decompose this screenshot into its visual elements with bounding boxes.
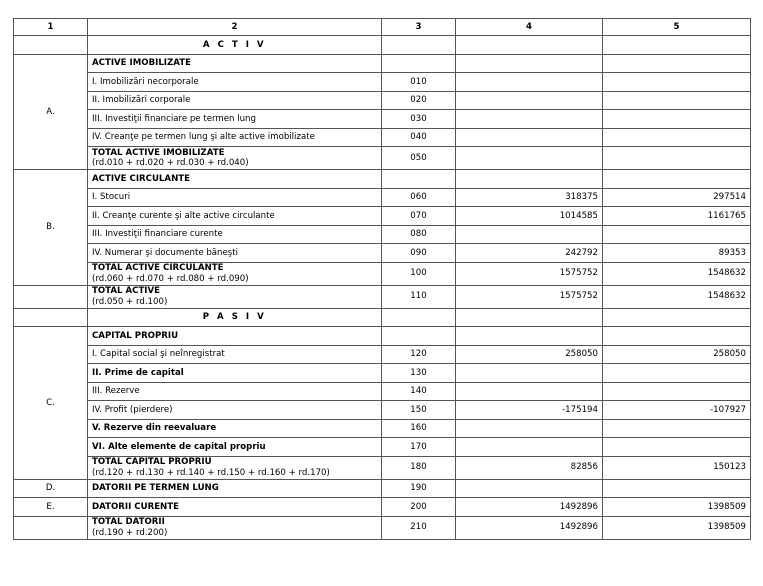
row-code: 070	[382, 207, 456, 226]
table-row	[14, 401, 751, 420]
total-row	[14, 262, 751, 285]
group-label-c: C.	[14, 327, 88, 480]
row-code: 060	[382, 188, 456, 207]
row-code: 210	[382, 516, 456, 539]
total-formula: (rd.060 + rd.070 + rd.080 + rd.090)	[92, 273, 249, 284]
value-col4	[456, 382, 603, 401]
column-header: 3	[382, 19, 456, 36]
row-label: I. Imobilizări necorporale	[88, 73, 382, 92]
value-col5	[603, 110, 751, 129]
table-row	[14, 128, 751, 147]
value-col4: 1014585	[456, 207, 603, 226]
group-label-e: E.	[14, 498, 88, 517]
row-label: III. Investiţii financiare pe termen lung	[88, 110, 382, 129]
column-header: 2	[88, 19, 382, 36]
value-col5: 1161765	[603, 207, 751, 226]
value-col4	[456, 225, 603, 244]
total-row	[14, 147, 751, 170]
table-row	[14, 419, 751, 438]
row-code: 200	[382, 498, 456, 517]
table-row	[14, 91, 751, 110]
row-label: II. Prime de capital	[88, 364, 382, 383]
value-col4	[456, 419, 603, 438]
value-col5	[603, 147, 751, 170]
value-col5: 89353	[603, 244, 751, 263]
value-col5	[603, 73, 751, 92]
row-label: VI. Alte elemente de capital propriu	[88, 438, 382, 457]
balance-sheet-table	[13, 18, 751, 540]
value-col4: 318375	[456, 188, 603, 207]
row-code: 140	[382, 382, 456, 401]
column-header-row	[14, 19, 751, 36]
row-label: IV. Profit (pierdere)	[88, 401, 382, 420]
value-col5	[603, 479, 751, 498]
section-title-activ: A C T I V	[88, 36, 382, 55]
value-col4: 1575752	[456, 262, 603, 285]
row-code: 010	[382, 73, 456, 92]
value-col4: 1492896	[456, 516, 603, 539]
row-code: 080	[382, 225, 456, 244]
value-col5: 258050	[603, 345, 751, 364]
row-label: II. Creanţe curente şi alte active circulante	[88, 207, 382, 226]
table-row	[14, 345, 751, 364]
value-col5	[603, 225, 751, 244]
value-col5: 297514	[603, 188, 751, 207]
table-row	[14, 327, 751, 346]
value-col5: -107927	[603, 401, 751, 420]
total-row	[14, 285, 751, 308]
value-col4	[456, 91, 603, 110]
value-col5	[603, 382, 751, 401]
value-col4	[456, 479, 603, 498]
value-col4	[456, 438, 603, 457]
row-code: 020	[382, 91, 456, 110]
value-col4: -175194	[456, 401, 603, 420]
table-row	[14, 382, 751, 401]
table-row	[14, 364, 751, 383]
total-formula: (rd.190 + rd.200)	[92, 527, 168, 538]
table-row	[14, 479, 751, 498]
table-row	[14, 498, 751, 517]
value-col5: 150123	[603, 456, 751, 479]
value-col4	[456, 147, 603, 170]
row-code: 130	[382, 364, 456, 383]
value-col5	[603, 364, 751, 383]
total-label: TOTAL ACTIVE	[92, 286, 161, 297]
value-col4: 82856	[456, 456, 603, 479]
group-label-b: B.	[14, 170, 88, 286]
balance-sheet	[13, 18, 751, 540]
table-row	[14, 73, 751, 92]
total-formula: (rd.010 + rd.020 + rd.030 + rd.040)	[92, 158, 249, 168]
value-col5: 1548632	[603, 262, 751, 285]
row-code: 180	[382, 456, 456, 479]
value-col5: 1398509	[603, 498, 751, 517]
column-header: 4	[456, 19, 603, 36]
total-label: TOTAL DATORII	[92, 517, 165, 528]
total-row	[14, 516, 751, 539]
section-title-pasiv: P A S I V	[88, 308, 382, 327]
row-label: IV. Creanţe pe termen lung şi alte active imobilizate	[88, 128, 382, 147]
row-label: DATORII CURENTE	[88, 498, 382, 517]
row-code: 040	[382, 128, 456, 147]
section-row-pasiv	[14, 308, 751, 327]
table-row	[14, 110, 751, 129]
table-row	[14, 438, 751, 457]
value-col5: 1548632	[603, 285, 751, 308]
row-code: 090	[382, 244, 456, 263]
value-col4: 1492896	[456, 498, 603, 517]
column-header: 1	[14, 19, 88, 36]
row-code: 110	[382, 285, 456, 308]
row-label: I. Stocuri	[88, 188, 382, 207]
value-col4: 1575752	[456, 285, 603, 308]
column-header: 5	[603, 19, 751, 36]
value-col4: 242792	[456, 244, 603, 263]
table-row	[14, 170, 751, 189]
total-label: TOTAL CAPITAL PROPRIU	[92, 457, 212, 468]
value-col4	[456, 110, 603, 129]
row-code: 170	[382, 438, 456, 457]
value-col4	[456, 73, 603, 92]
table-row	[14, 244, 751, 263]
total-row	[14, 456, 751, 479]
row-label: IV. Numerar şi documente băneşti	[88, 244, 382, 263]
value-col4	[456, 364, 603, 383]
row-code: 160	[382, 419, 456, 438]
row-label: III. Investiţii financiare curente	[88, 225, 382, 244]
row-code: 190	[382, 479, 456, 498]
table-row	[14, 207, 751, 226]
table-row	[14, 54, 751, 73]
row-code: 050	[382, 147, 456, 170]
value-col5	[603, 128, 751, 147]
row-label: I. Capital social şi neînregistrat	[88, 345, 382, 364]
value-col5: 1398509	[603, 516, 751, 539]
section-row-activ	[14, 36, 751, 55]
value-col5	[603, 419, 751, 438]
total-label: TOTAL ACTIVE CIRCULANTE	[92, 263, 224, 274]
total-formula: (rd.050 + rd.100)	[92, 296, 168, 307]
value-col4	[456, 128, 603, 147]
value-col4: 258050	[456, 345, 603, 364]
row-label: V. Rezerve din reevaluare	[88, 419, 382, 438]
row-code: 030	[382, 110, 456, 129]
row-code: 150	[382, 401, 456, 420]
total-label: TOTAL ACTIVE IMOBILIZATE	[92, 147, 225, 158]
group-title: CAPITAL PROPRIU	[88, 327, 382, 346]
row-label: III. Rezerve	[88, 382, 382, 401]
value-col5	[603, 438, 751, 457]
group-title: ACTIVE IMOBILIZATE	[88, 54, 382, 73]
group-label-a: A.	[14, 54, 88, 170]
total-formula: (rd.120 + rd.130 + rd.140 + rd.150 + rd.160 + rd.170)	[92, 467, 330, 478]
table-row	[14, 225, 751, 244]
row-label: DATORII PE TERMEN LUNG	[88, 479, 382, 498]
value-col5	[603, 91, 751, 110]
row-code: 100	[382, 262, 456, 285]
row-label: II. Imobilizări corporale	[88, 91, 382, 110]
group-title: ACTIVE CIRCULANTE	[88, 170, 382, 189]
group-label-d: D.	[14, 479, 88, 498]
row-code: 120	[382, 345, 456, 364]
table-row	[14, 188, 751, 207]
